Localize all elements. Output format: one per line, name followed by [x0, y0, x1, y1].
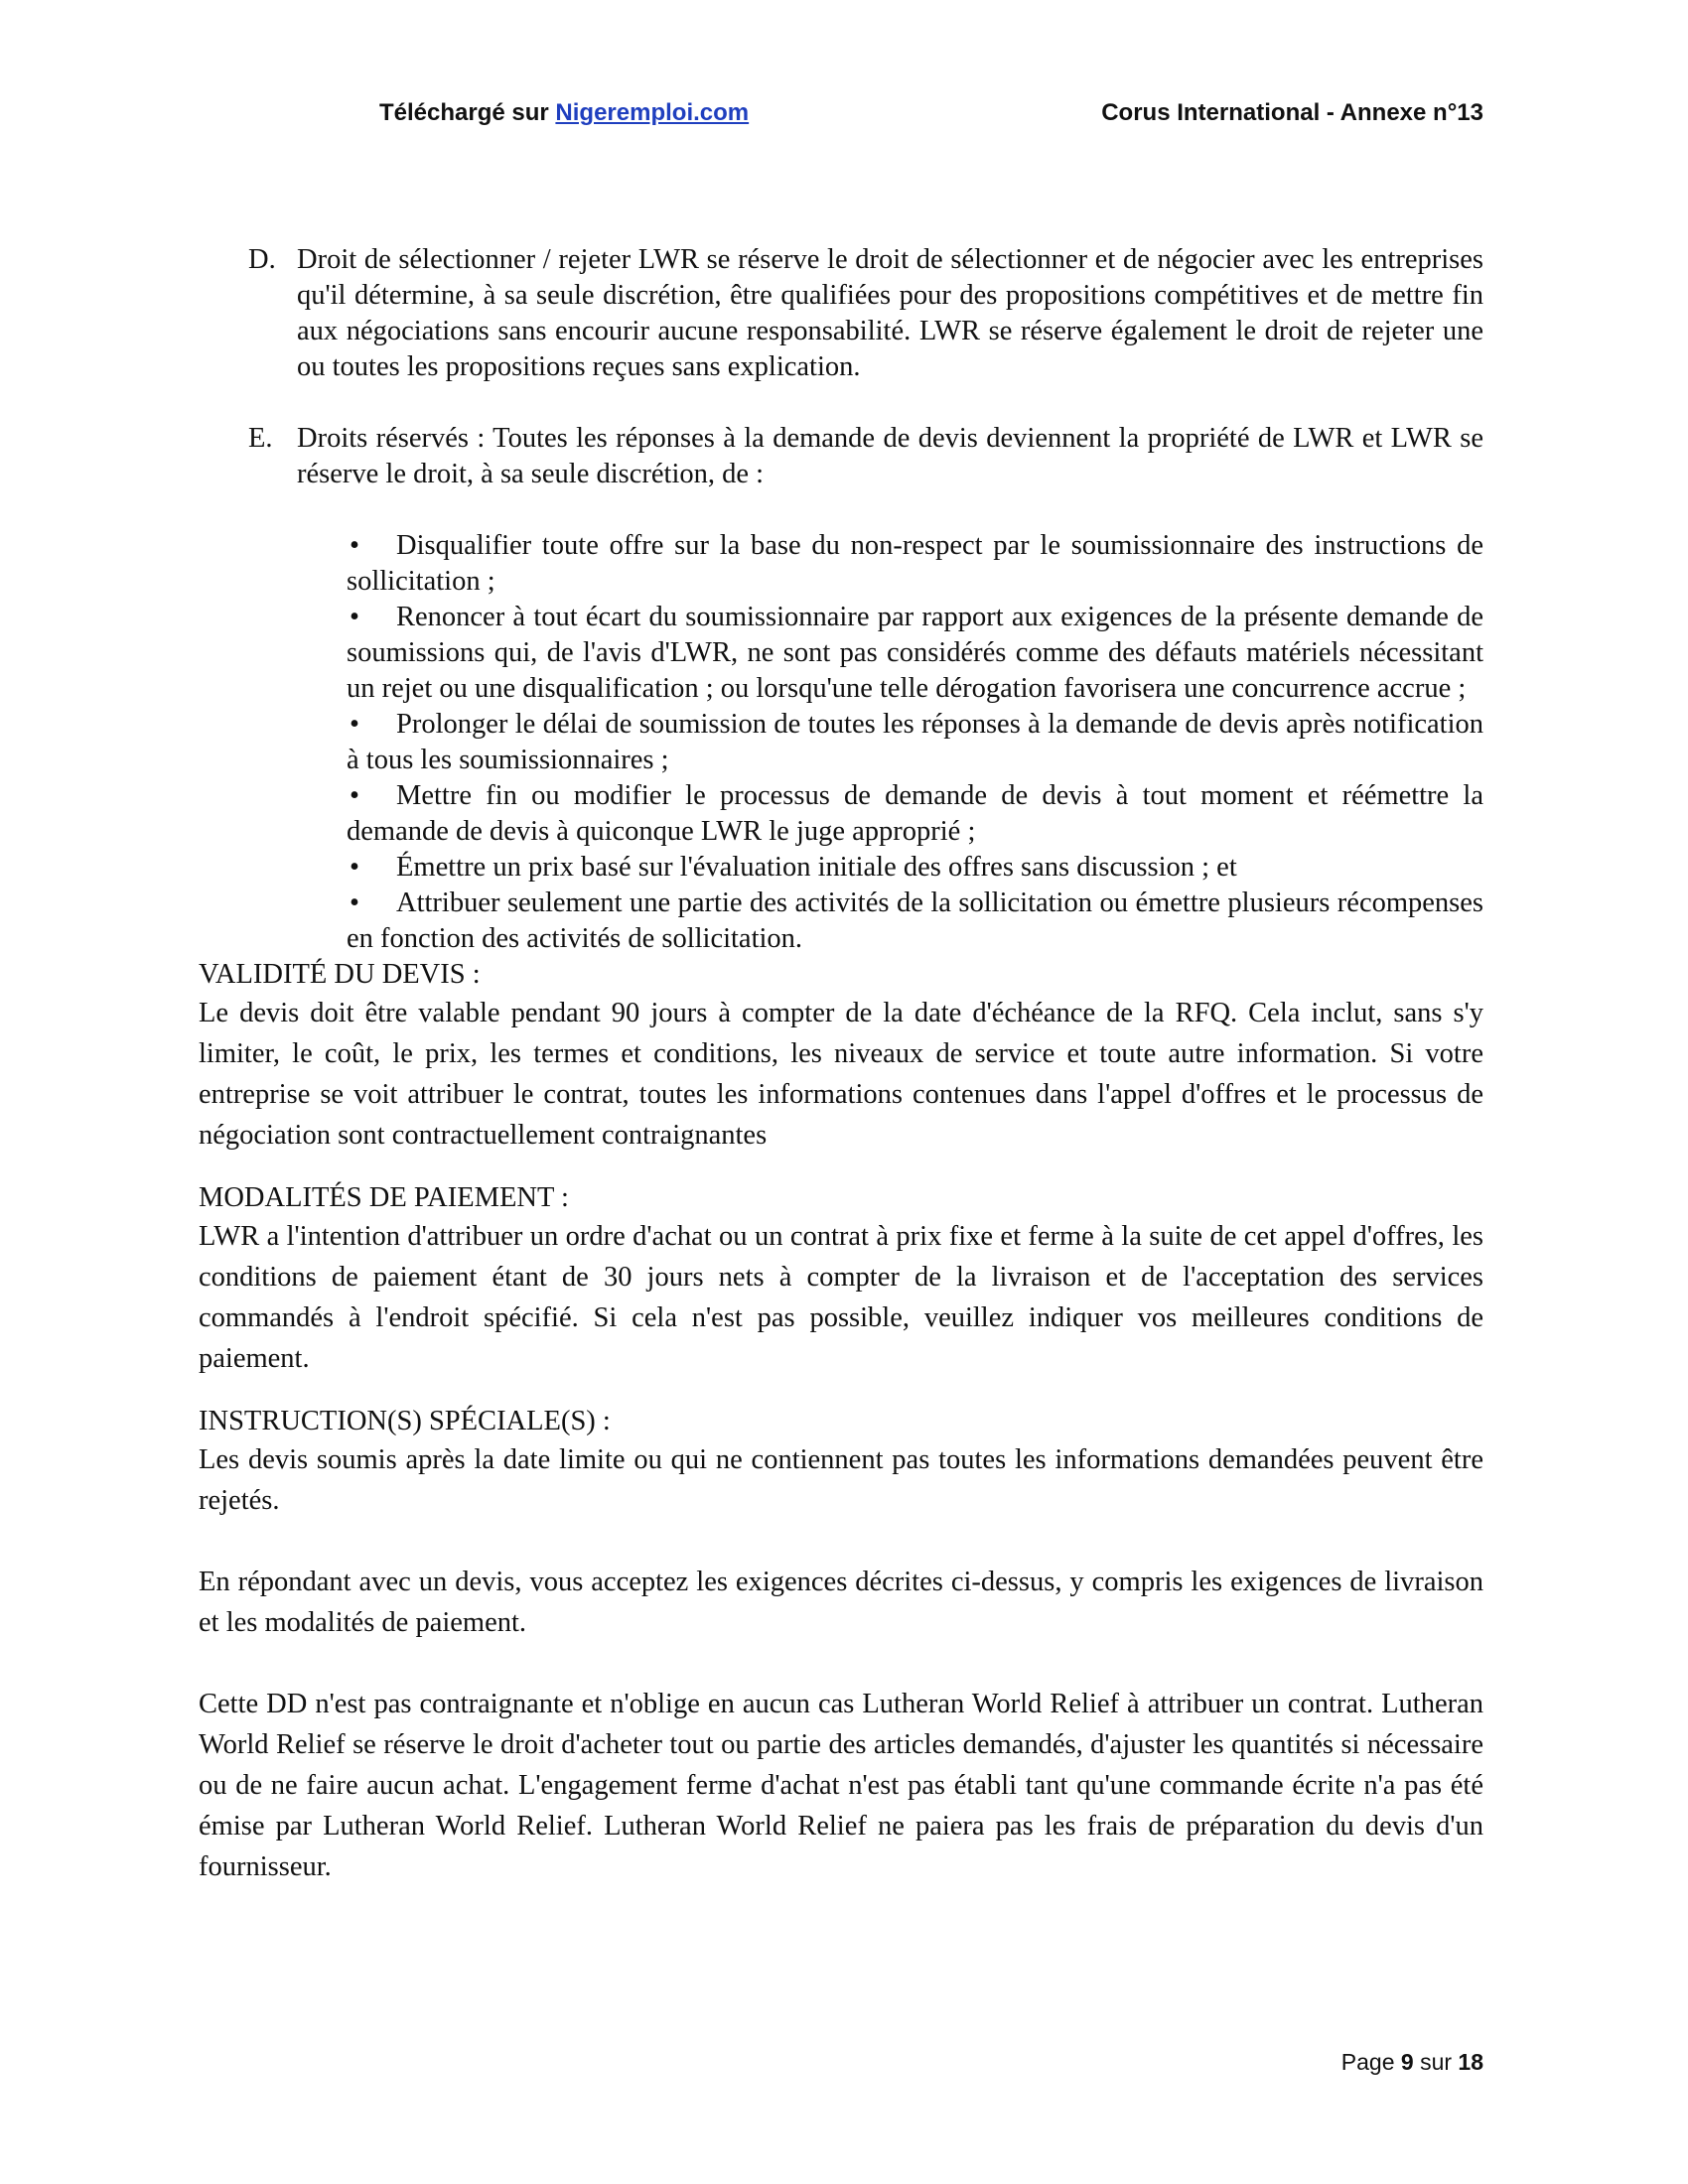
bullet-icon: • — [350, 709, 359, 740]
bullet-icon: • — [350, 887, 359, 918]
header-document-title: Corus International - Annexe n°13 — [1101, 99, 1483, 126]
section-d — [199, 242, 1483, 385]
section-e-letter: E. — [248, 423, 273, 454]
list-item-text: Prolonger le délai de soumission de toutes les réponses à la demande de devis après notification à tous les soumissionnaires ; — [347, 709, 1483, 775]
page-body — [199, 242, 1483, 1887]
section-d-text: Droit de sélectionner / rejeter LWR se réserve le droit de sélectionner et de négocier avec les entreprises qu'il détermine, à sa seule discrétion, être qualifiées pour des propositions compétitives et de mettre fin aux négociations sans encourir aucune responsabilité. LWR se réserve également le droit de rejeter une ou toutes les propositions reçues sans explication. — [297, 244, 1483, 382]
list-item — [199, 707, 1483, 778]
page-header — [379, 99, 1483, 135]
instructions-paragraph: Les devis soumis après la date limite ou qui ne contiennent pas toutes les informations demandées peuvent être rejetés. — [199, 1444, 1483, 1516]
list-item — [199, 850, 1483, 886]
disclaimer-paragraph: Cette DD n'est pas contraignante et n'oblige en aucun cas Lutheran World Relief à attribuer un contrat. Lutheran World Relief se réserve le droit d'acheter tout ou partie des articles demandés, d'ajuster les quantités si nécessaire ou de ne faire aucun achat. L'engagement ferme d'achat n'est pas établi tant qu'une commande écrite n'a pas été émise par Lutheran World Relief. Lutheran World Relief ne paiera pas les frais de préparation du devis d'un fournisseur. — [199, 1689, 1483, 1882]
acceptance-paragraph: En répondant avec un devis, vous acceptez les exigences décrites ci-dessus, y compris les exigences de livraison et les modalités de paiement. — [199, 1567, 1483, 1638]
instructions-heading: INSTRUCTION(S) SPÉCIALE(S) : — [199, 1406, 611, 1436]
reserved-rights-list — [199, 528, 1483, 957]
list-item-text: Émettre un prix basé sur l'évaluation initiale des offres sans discussion ; et — [396, 852, 1237, 883]
list-item-text: Attribuer seulement une partie des activités de la sollicitation ou émettre plusieurs récompenses en fonction des activités de sollicitation. — [347, 887, 1483, 954]
modalites-heading: MODALITÉS DE PAIEMENT : — [199, 1182, 569, 1213]
header-source-prefix: Téléchargé sur — [379, 99, 556, 126]
header-source-link[interactable]: Nigeremploi.com — [555, 99, 750, 126]
footer-page-total: 18 — [1458, 2049, 1483, 2075]
bullet-icon: • — [350, 780, 359, 811]
bullet-icon: • — [350, 602, 359, 632]
footer-page-label: Page — [1340, 2049, 1395, 2075]
bullet-icon: • — [350, 530, 359, 561]
section-d-letter: D. — [248, 244, 276, 275]
page-footer — [1341, 2049, 1483, 2076]
section-e — [199, 421, 1483, 492]
list-item-text: Disqualifier toute offre sur la base du non-respect par le soumissionnaire des instructions de sollicitation ; — [347, 530, 1483, 597]
list-item — [199, 528, 1483, 600]
section-e-text: Droits réservés : Toutes les réponses à la demande de devis deviennent la propriété de LWR et LWR se réserve le droit, à sa seule discrétion, de : — [297, 423, 1483, 489]
list-item — [199, 600, 1483, 707]
list-item-text: Renoncer à tout écart du soumissionnaire par rapport aux exigences de la présente demande de soumissions qui, de l'avis d'LWR, ne sont pas considérés comme des défauts matériels nécessitant un rejet ou une disqualification ; ou lorsqu'une telle dérogation favorisera une concurrence accrue ; — [347, 602, 1483, 704]
footer-of-label: sur — [1420, 2049, 1453, 2075]
list-item — [199, 886, 1483, 957]
validite-paragraph: Le devis doit être valable pendant 90 jours à compter de la date d'échéance de la RFQ. Cela inclut, sans s'y limiter, le coût, le prix, les termes et conditions, les niveaux de service et toute autre information. Si votre entreprise se voit attribuer le contrat, toutes les informations contenues dans l'appel d'offres et le processus de négociation sont contractuellement contraignantes — [199, 998, 1483, 1151]
bullet-icon: • — [350, 852, 359, 883]
header-source — [379, 99, 749, 127]
validite-heading: VALIDITÉ DU DEVIS : — [199, 959, 481, 990]
list-item — [199, 778, 1483, 850]
modalites-paragraph: LWR a l'intention d'attribuer un ordre d'achat ou un contrat à prix fixe et ferme à la suite de cet appel d'offres, les conditions de paiement étant de 30 jours nets à compter de la livraison et de l'acceptation des services commandés à l'endroit spécifié. Si cela n'est pas possible, veuillez indiquer vos meilleures conditions de paiement. — [199, 1221, 1483, 1374]
list-item-text: Mettre fin ou modifier le processus de demande de devis à tout moment et réémettre la demande de devis à quiconque LWR le juge approprié ; — [347, 780, 1483, 847]
footer-page-number: 9 — [1400, 2049, 1414, 2075]
